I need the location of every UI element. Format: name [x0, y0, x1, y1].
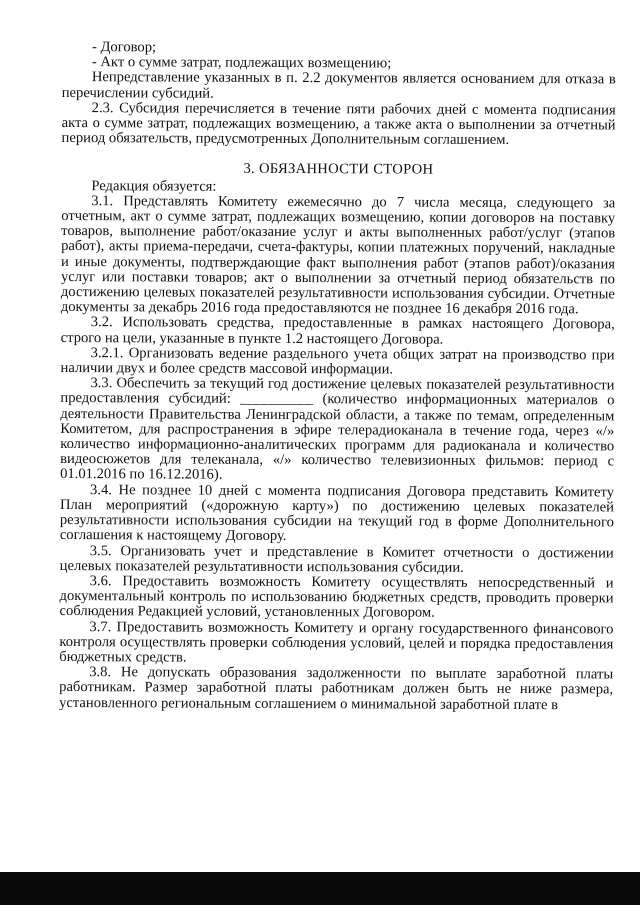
list-item-contract: - Договор; [91, 39, 157, 56]
clause-3-6: 3.6. Предоставить возможность Комитету осуществлять непосредственный и документальный контроль по использованию бюджетных средств, проводить проверки соблюдения Редакцией условий, установленных Договором. [59, 573, 614, 621]
scan-bottom-edge [0, 872, 640, 905]
document-body [59, 40, 616, 713]
clause-3-7: 3.7. Предоставить возможность Комитету и органу государственного финансового контроля осуществлять проверки соблюдения условий, целей и порядка предоставления бюджетных средств. [59, 618, 614, 666]
clause-3-4: 3.4. Не позднее 10 дней с момента подписания Договора представить Комитету План мероприятий («дорожную карту») по достижению целевых показателей результативности использования субсидии на текущий год в форме Дополнительного соглашения к настоящему Договору. [59, 481, 615, 545]
clause-3-5: 3.5. Организовать учет и представление в Комитет отчетности о достижении целевых показателей результативности использования субсидии. [59, 542, 614, 576]
section-3-heading: 3. ОБЯЗАННОСТИ СТОРОН [243, 161, 434, 179]
clause-3-2-1: 3.2.1. Организовать ведение раздельного учета общих затрат на производство при наличии двух и более средств массовой информации. [60, 344, 615, 378]
list-item-act: - Акт о сумме затрат, подлежащих возмещению; [91, 54, 392, 72]
editorial-intro: Редакция обязуется: [91, 177, 217, 195]
clause-3-3: 3.3. Обеспечить за текущий год достижение целевых показателей результативности предоставления субсидий: __________ (количество информационных материалов о деятельности Правительства Ленинградской области, а также по темам, определенным Комитетом, для распространения в эфире телерадиоканала в течение года, через «/» количество информационно-аналитических программ для радиоканала и количество видеосюжетов для телеканала, «/» количество телевизионных фильмов: период с 01.01.2016 по 16.12.2016). [60, 375, 615, 484]
clause-3-2: 3.2. Использовать средства, предоставленные в рамках настоящего Договора, строго на цели, указанные в пункте 1.2 настоящего Договора. [60, 314, 615, 348]
clause-3-1: 3.1. Представлять Комитету ежемесячно до 7 числа месяца, следующего за отчетным, акт о сумме затрат, подлежащих возмещению, копии договоров на поставку товаров, выполнение работ/оказание услуг и акты выполненных работ/услуг (этапов работ), акты приема-передачи, счета-фактуры, копии платежных поручений, накладные и иные документы, подтверждающие факт выполнения работ (этапов работ)/оказания услуг или поставки товаров; акт о выполнении за отчетный период обязательств по достижению целевых показателей результативности использования субсидии. Отчетные документы за декабрь 2016 года предоставляются не позднее 16 декабря 2016 года. [60, 192, 616, 318]
clause-3-8: 3.8. Не допускать образования задолженности по выплате заработной платы работникам. Размер заработной платы работникам должен быть не ниже размера, установленного региональным соглашением о минимальной заработной плате в [59, 664, 614, 713]
clause-2-3: 2.3. Субсидия перечисляется в течение пяти рабочих дней с момента подписания акта о сумме затрат, подлежащих возмещению, а также акта о выполнении за отчетный период обязательств, предусмотренных Дополнительным соглашением. [61, 99, 616, 149]
paragraph-non-submission: Непредставление указанных в п. 2.2 документов является основанием для отказа в перечислении субсидий. [61, 69, 616, 102]
